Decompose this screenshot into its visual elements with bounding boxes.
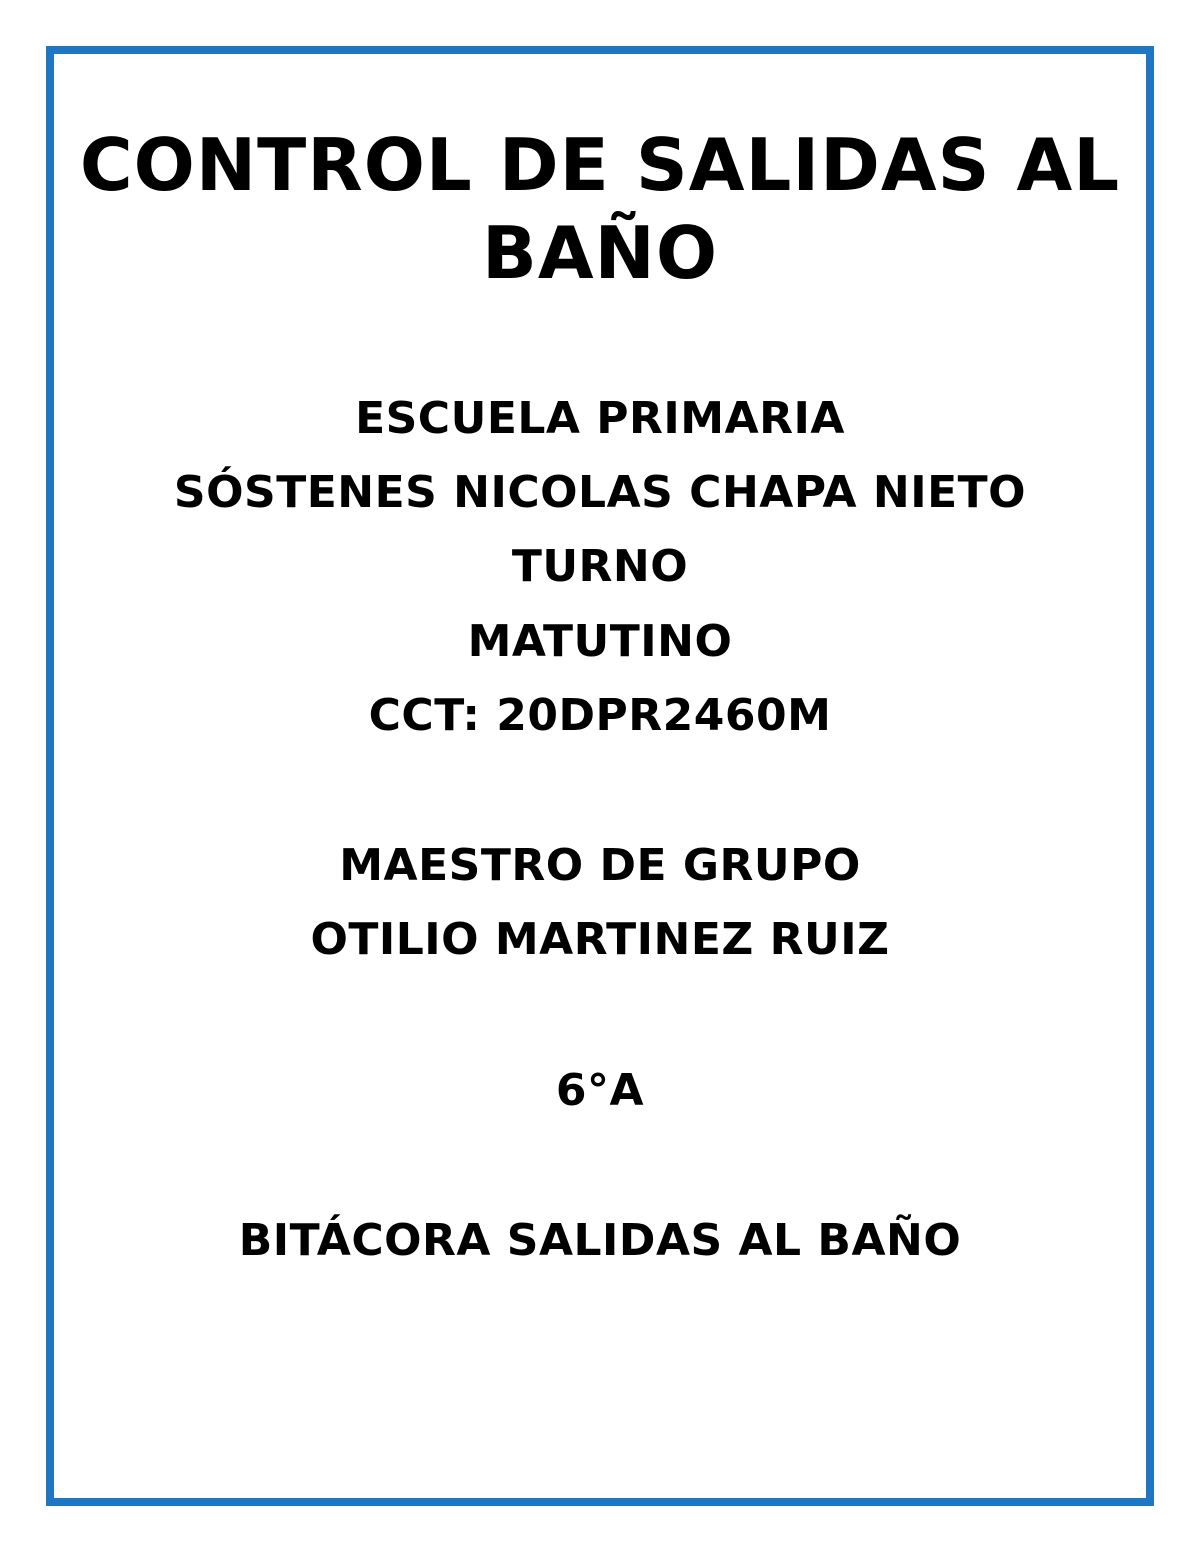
cct-code: CCT: 20DPR2460M	[368, 690, 832, 741]
shift-label: TURNO	[511, 541, 689, 592]
log-title: BITÁCORA SALIDAS AL BAÑO	[238, 1215, 962, 1266]
group-label: 6°A	[555, 1065, 645, 1116]
document-title-line-1: CONTROL DE SALIDAS AL	[79, 123, 1121, 207]
school-heading: ESCUELA PRIMARIA	[355, 393, 845, 444]
school-name: SÓSTENES NICOLAS CHAPA NIETO	[173, 467, 1027, 518]
shift-value: MATUTINO	[467, 616, 733, 667]
teacher-heading: MAESTRO DE GRUPO	[339, 840, 861, 891]
document-title-line-2: BAÑO	[481, 211, 719, 295]
teacher-name: OTILIO MARTINEZ RUIZ	[310, 914, 890, 965]
